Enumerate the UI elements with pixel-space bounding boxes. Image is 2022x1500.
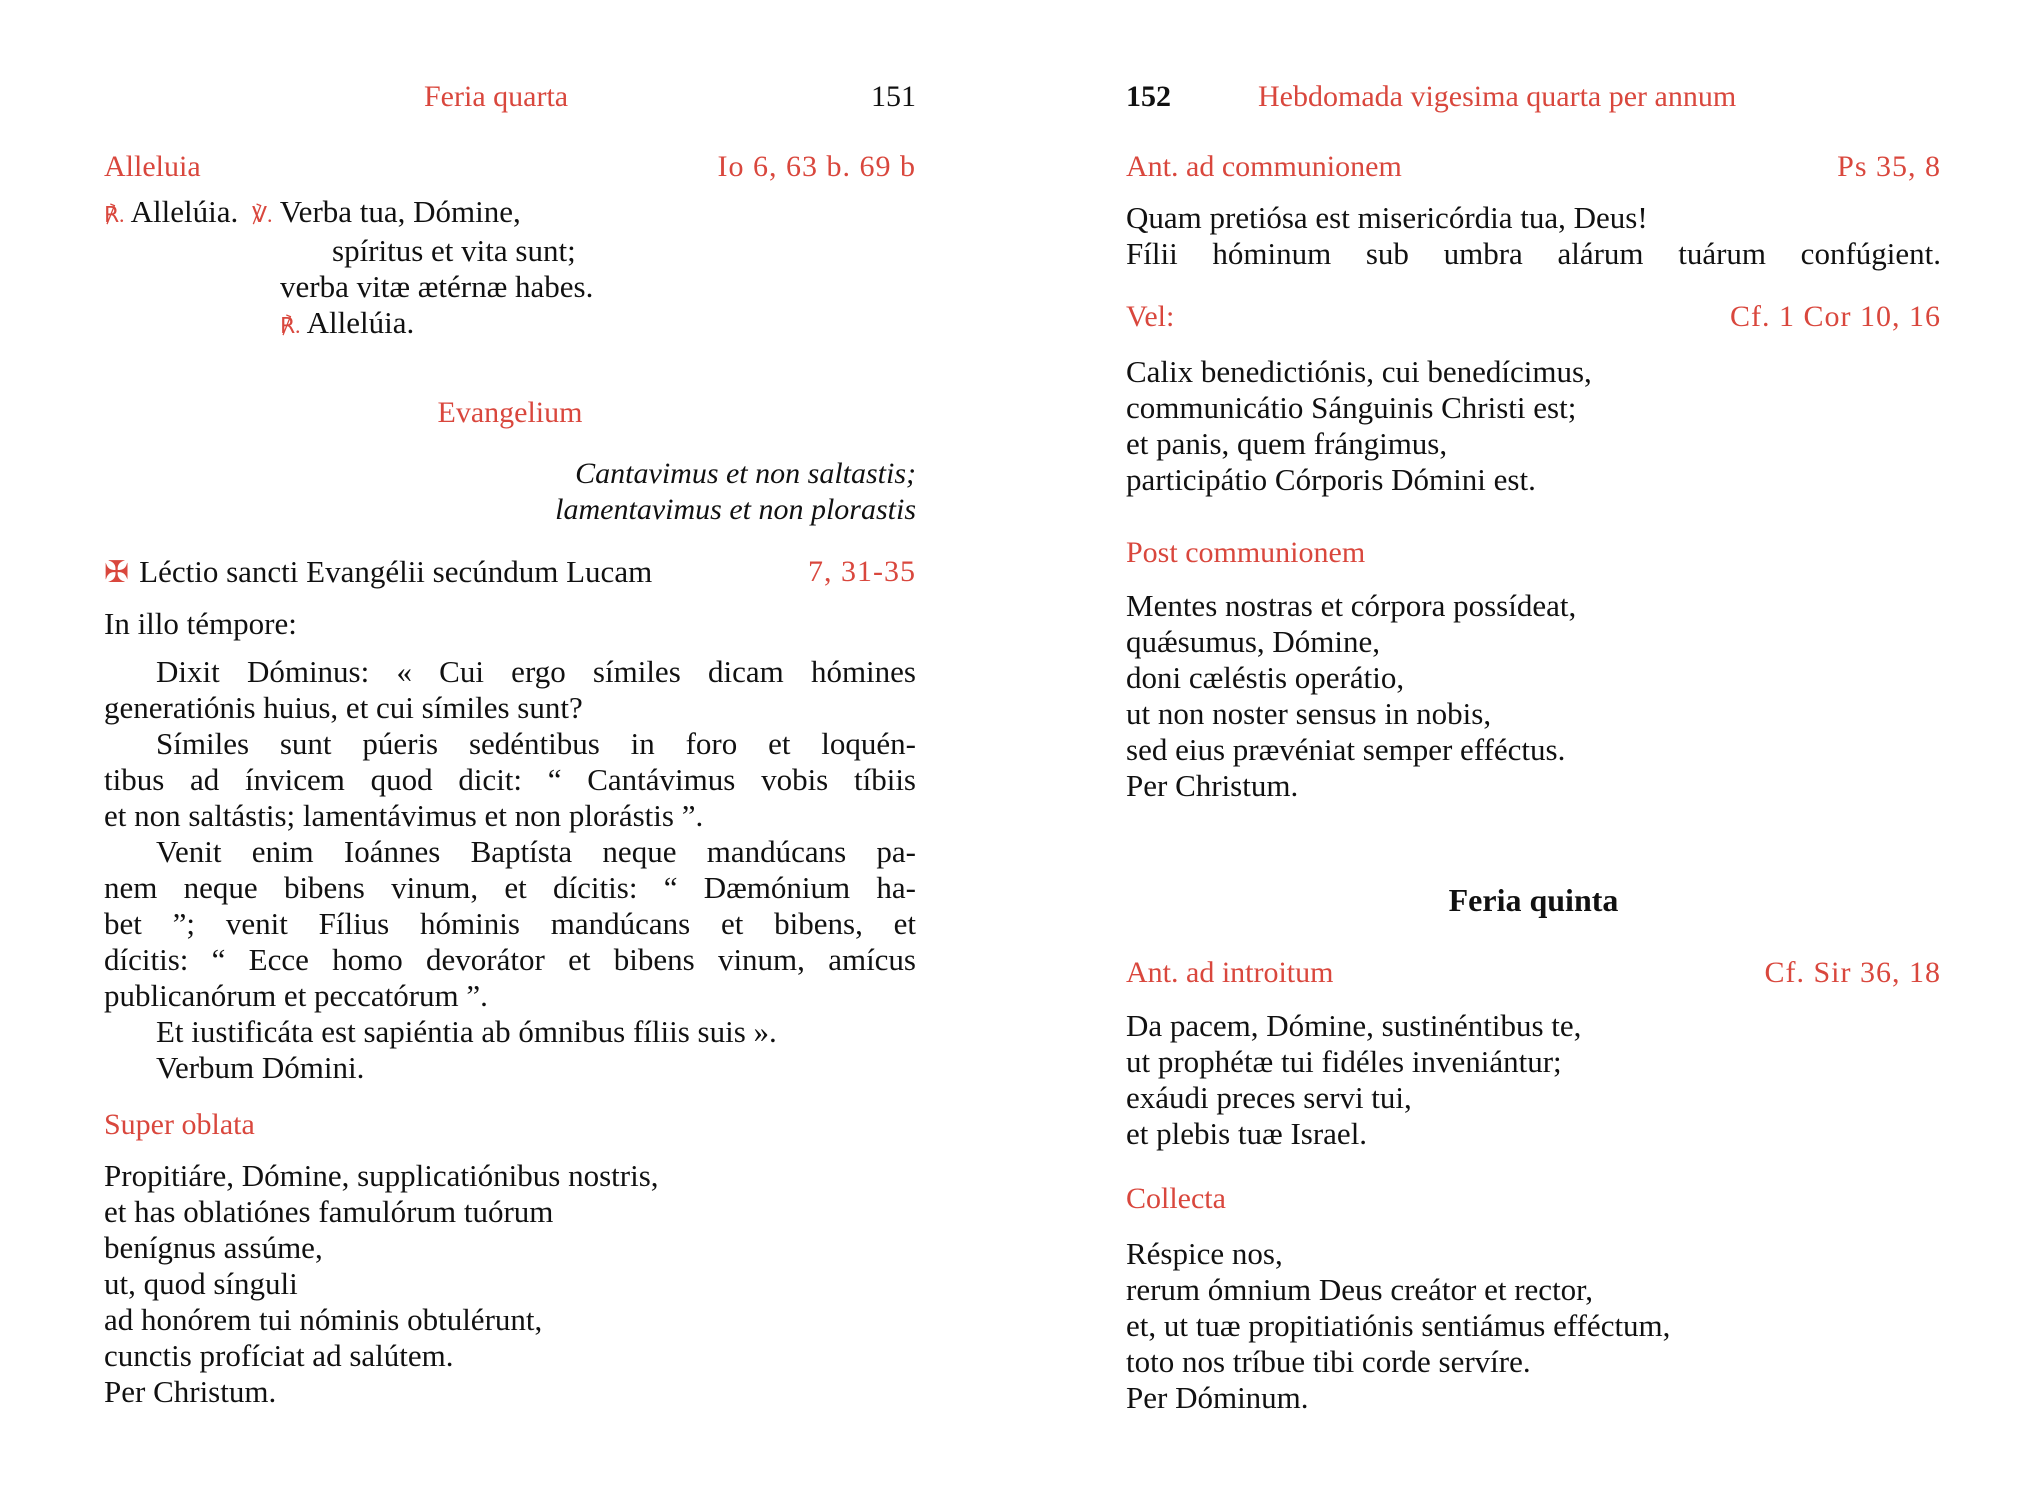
antiphon-line: Quam pretiósa est misericórdia tua, Deus!	[1126, 200, 1648, 235]
gospel-line: Símiles sunt púeris sedéntibus in foro et loquén-	[156, 726, 916, 761]
alleluia-versicle-text: Verba tua, Dómine,	[279, 194, 521, 229]
gospel-line: bet ”; venit Fílius hóminis mandúcans et bibens, et	[104, 906, 916, 941]
alleluia-response-text: Allelúia.	[130, 194, 239, 229]
post-communion-label: Post communionem	[1126, 536, 1366, 569]
super-oblata-heading	[104, 1108, 916, 1146]
introit-heading	[1126, 956, 1941, 994]
gospel-line: tibus ad ínvicem quod dicit: “ Cantávimus vobis tíbiis	[104, 762, 916, 797]
prayer-line: Réspice nos,	[1126, 1236, 1283, 1271]
response-symbol-2: ℟.	[280, 313, 301, 338]
vel-antiphon	[1126, 354, 1941, 498]
gospel-intro-text: Léctio sancti Evangélii secúndum Lucam	[139, 554, 653, 589]
post-communion-prayer	[1126, 588, 1941, 804]
antiphon-line: ut prophétæ tui fidéles inveniántur;	[1126, 1044, 1562, 1079]
prayer-line: sed eius prævéniat semper efféctus.	[1126, 732, 1566, 767]
super-oblata-label: Super oblata	[104, 1108, 255, 1141]
introit-label: Ant. ad introitum	[1126, 956, 1334, 989]
antiphon-line: et panis, quem frángimus,	[1126, 426, 1448, 461]
gospel-line: generatiónis huius, et cui símiles sunt?	[104, 690, 583, 725]
antiphon-line: exáudi preces servi tui,	[1126, 1080, 1412, 1115]
gospel-line: Dixit Dóminus: « Cui ergo símiles dicam hómines	[156, 654, 916, 689]
prayer-line: ut non noster sensus in nobis,	[1126, 696, 1492, 731]
prayer-line: Per Dóminum.	[1126, 1380, 1309, 1415]
alleluia-final-response: Allelúia.	[306, 305, 415, 340]
alleluia-line-4	[104, 305, 916, 344]
response-symbol: ℟.	[104, 202, 125, 227]
vel-label: Vel:	[1126, 300, 1175, 333]
page-number: 151	[871, 80, 916, 113]
post-communion-heading	[1126, 536, 1941, 574]
running-title: Feria quarta	[424, 80, 569, 113]
versicle-symbol: ℣.	[251, 202, 273, 227]
cross-icon: ✠	[104, 556, 130, 589]
communion-reference: Ps 35, 8	[1837, 150, 1941, 183]
gospel-line: et non saltástis; lamentávimus et non plorástis ”.	[104, 798, 704, 833]
gospel-title: Evangelium	[437, 396, 583, 429]
prayer-line: et, ut tuæ propitiatiónis sentiámus efféctum,	[1126, 1308, 1671, 1343]
prayer-line: toto nos tríbue tibi corde servíre.	[1126, 1344, 1531, 1379]
alleluia-reference: Io 6, 63 b. 69 b	[717, 150, 916, 183]
feria-quinta-title: Feria quinta	[1448, 882, 1619, 918]
gospel-intro	[104, 554, 916, 592]
prayer-line: doni cæléstis operátio,	[1126, 660, 1405, 695]
alleluia-line-3: verba vitæ ætérnæ habes.	[280, 269, 594, 304]
antiphon-line: Calix benedictiónis, cui benedícimus,	[1126, 354, 1592, 389]
vel-reference: Cf. 1 Cor 10, 16	[1730, 300, 1941, 333]
right-header	[1126, 80, 1941, 120]
alleluia-label: Alleluia	[104, 150, 201, 183]
alleluia-verse	[104, 194, 916, 344]
communion-antiphon	[1126, 200, 1941, 272]
running-title: Hebdomada vigesima quarta per annum	[1258, 80, 1737, 113]
antiphon-line: Da pacem, Dómine, sustinéntibus te,	[1126, 1008, 1582, 1043]
alleluia-line-1	[104, 194, 916, 233]
antiphon-line: participátio Córporis Dómini est.	[1126, 462, 1536, 497]
gospel-line: Et iustificáta est sapiéntia ab ómnibus fíliis suis ».	[156, 1014, 777, 1049]
antiphon-line: Fílii hóminum sub umbra alárum tuárum confúgient.	[1126, 236, 1941, 271]
right-page	[1126, 0, 1941, 1500]
prayer-line: Per Christum.	[1126, 768, 1299, 803]
alleluia-line-2: spíritus et vita sunt;	[332, 233, 576, 268]
gospel-line: dícitis: “ Ecce homo devorátor et bibens vinum, amícus	[104, 942, 916, 977]
introit-reference: Cf. Sir 36, 18	[1764, 956, 1941, 989]
alleluia-heading	[104, 150, 916, 188]
prayer-line: rerum ómnium Deus creátor et rector,	[1126, 1272, 1594, 1307]
introit-antiphon	[1126, 1008, 1941, 1152]
gospel-text	[104, 654, 916, 1086]
gospel-opening: In illo témpore:	[104, 606, 297, 641]
prayer-line: ut, quod sínguli	[104, 1266, 298, 1301]
antiphon-line-1: Cantavimus et non saltastis;	[575, 457, 916, 490]
gospel-line: nem neque bibens vinum, et dícitis: “ Dæmónium ha-	[104, 870, 916, 905]
page-number: 152	[1126, 80, 1171, 113]
prayer-line: ad honórem tui nóminis obtulérunt,	[104, 1302, 543, 1337]
gospel-line: publicanórum et peccatórum ”.	[104, 978, 488, 1013]
prayer-line: Mentes nostras et córpora possídeat,	[1126, 588, 1577, 623]
vel-heading	[1126, 300, 1941, 338]
communion-heading	[1126, 150, 1941, 188]
left-page	[104, 0, 916, 1500]
communion-label: Ant. ad communionem	[1126, 150, 1402, 183]
collect-label: Collecta	[1126, 1182, 1226, 1215]
prayer-line: Propitiáre, Dómine, supplicatiónibus nostris,	[104, 1158, 659, 1193]
gospel-line: Venit enim Ioánnes Baptísta neque mandúcans pa-	[156, 834, 916, 869]
prayer-line: cunctis profíciat ad salútem.	[104, 1338, 454, 1373]
prayer-line: benígnus assúme,	[104, 1230, 323, 1265]
gospel-reference: 7, 31-35	[808, 555, 916, 588]
collect-heading	[1126, 1182, 1941, 1220]
antiphon-line-2: lamentavimus et non plorastis	[555, 493, 916, 526]
gospel-antiphon	[555, 456, 916, 528]
antiphon-line: communicátio Sánguinis Christi est;	[1126, 390, 1577, 425]
left-header	[104, 80, 916, 120]
prayer-line: et has oblatiónes famulórum tuórum	[104, 1194, 554, 1229]
antiphon-line: et plebis tuæ Israel.	[1126, 1116, 1368, 1151]
collect-prayer	[1126, 1236, 1941, 1416]
prayer-line: quǽsumus, Dómine,	[1126, 624, 1381, 659]
gospel-line: Verbum Dómini.	[156, 1050, 365, 1085]
prayer-line: Per Christum.	[104, 1374, 277, 1409]
super-oblata-prayer	[104, 1158, 916, 1410]
